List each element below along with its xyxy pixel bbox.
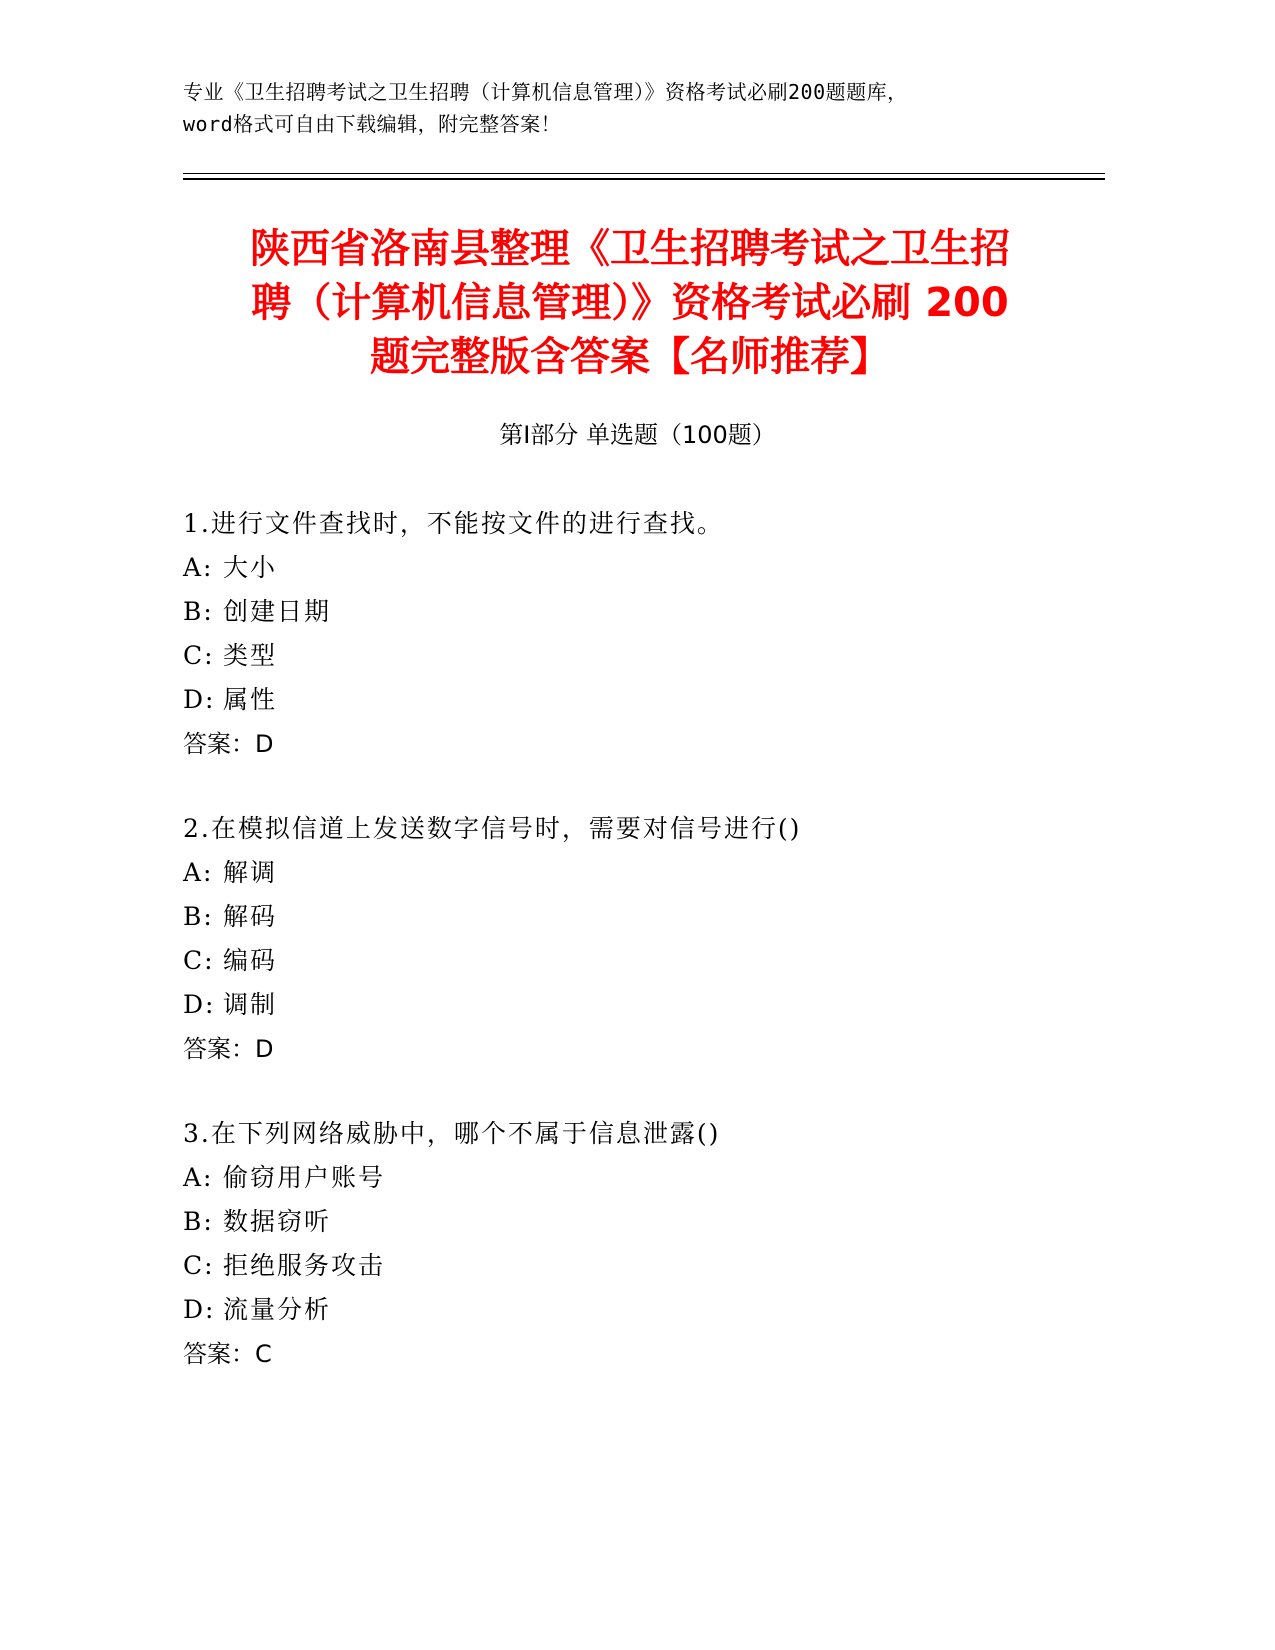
question-3 xyxy=(183,1116,1103,1380)
option-text: 编码 xyxy=(223,946,278,975)
section-heading: 第Ⅰ部分 单选题（100题） xyxy=(499,421,776,449)
option-b xyxy=(183,899,1103,943)
option-d xyxy=(183,682,1103,726)
option-a xyxy=(183,550,1103,594)
option-c xyxy=(183,943,1103,987)
option-text: 解调 xyxy=(223,858,278,887)
intro-line-1: 专业《卫生招聘考试之卫生招聘（计算机信息管理）》资格考试必刷200题题库， xyxy=(183,80,908,104)
option-a xyxy=(183,855,1103,899)
option-text: 属性 xyxy=(223,685,278,714)
divider-thin xyxy=(183,173,1105,174)
option-text: 类型 xyxy=(223,641,278,670)
document-title xyxy=(180,222,1080,384)
question-1 xyxy=(183,506,1103,770)
option-b xyxy=(183,594,1103,638)
option-c xyxy=(183,638,1103,682)
title-line-2: 聘（计算机信息管理）》资格考试必刷 200 xyxy=(251,280,1009,326)
option-b xyxy=(183,1204,1103,1248)
option-label: B: xyxy=(183,902,214,931)
question-stem: 3.在下列网络威胁中，哪个不属于信息泄露() xyxy=(183,1119,721,1148)
intro-text xyxy=(183,76,1103,140)
option-text: 流量分析 xyxy=(223,1295,332,1324)
option-text: 调制 xyxy=(223,990,278,1019)
question-stem: 1.进行文件查找时，不能按文件的进行查找。 xyxy=(183,509,724,538)
option-text: 拒绝服务攻击 xyxy=(223,1251,386,1280)
question-stem: 2.在模拟信道上发送数字信号时，需要对信号进行() xyxy=(183,814,802,843)
option-text: 偷窃用户账号 xyxy=(223,1163,386,1192)
option-label: C: xyxy=(183,641,215,670)
intro-line-2: word格式可自由下载编辑，附完整答案！ xyxy=(183,112,562,136)
answer: 答案：D xyxy=(183,730,274,758)
title-line-3: 题完整版含答案【名师推荐】 xyxy=(370,334,890,380)
option-label: D: xyxy=(183,1295,216,1324)
title-line-1: 陕西省洛南县整理《卫生招聘考试之卫生招 xyxy=(250,226,1010,272)
option-label: D: xyxy=(183,990,216,1019)
option-label: B: xyxy=(183,1207,214,1236)
option-d xyxy=(183,1292,1103,1336)
option-label: C: xyxy=(183,946,215,975)
answer: 答案：C xyxy=(183,1340,272,1368)
option-label: B: xyxy=(183,597,214,626)
option-label: D: xyxy=(183,685,216,714)
option-text: 大小 xyxy=(223,553,278,582)
question-2 xyxy=(183,811,1103,1075)
answer: 答案：D xyxy=(183,1035,274,1063)
option-label: A: xyxy=(183,858,214,887)
option-label: C: xyxy=(183,1251,215,1280)
option-text: 创建日期 xyxy=(223,597,332,626)
divider-thick xyxy=(183,178,1105,180)
option-text: 解码 xyxy=(223,902,278,931)
option-d xyxy=(183,987,1103,1031)
option-label: A: xyxy=(183,1163,214,1192)
option-a xyxy=(183,1160,1103,1204)
option-c xyxy=(183,1248,1103,1292)
option-text: 数据窃听 xyxy=(223,1207,332,1236)
option-label: A: xyxy=(183,553,214,582)
